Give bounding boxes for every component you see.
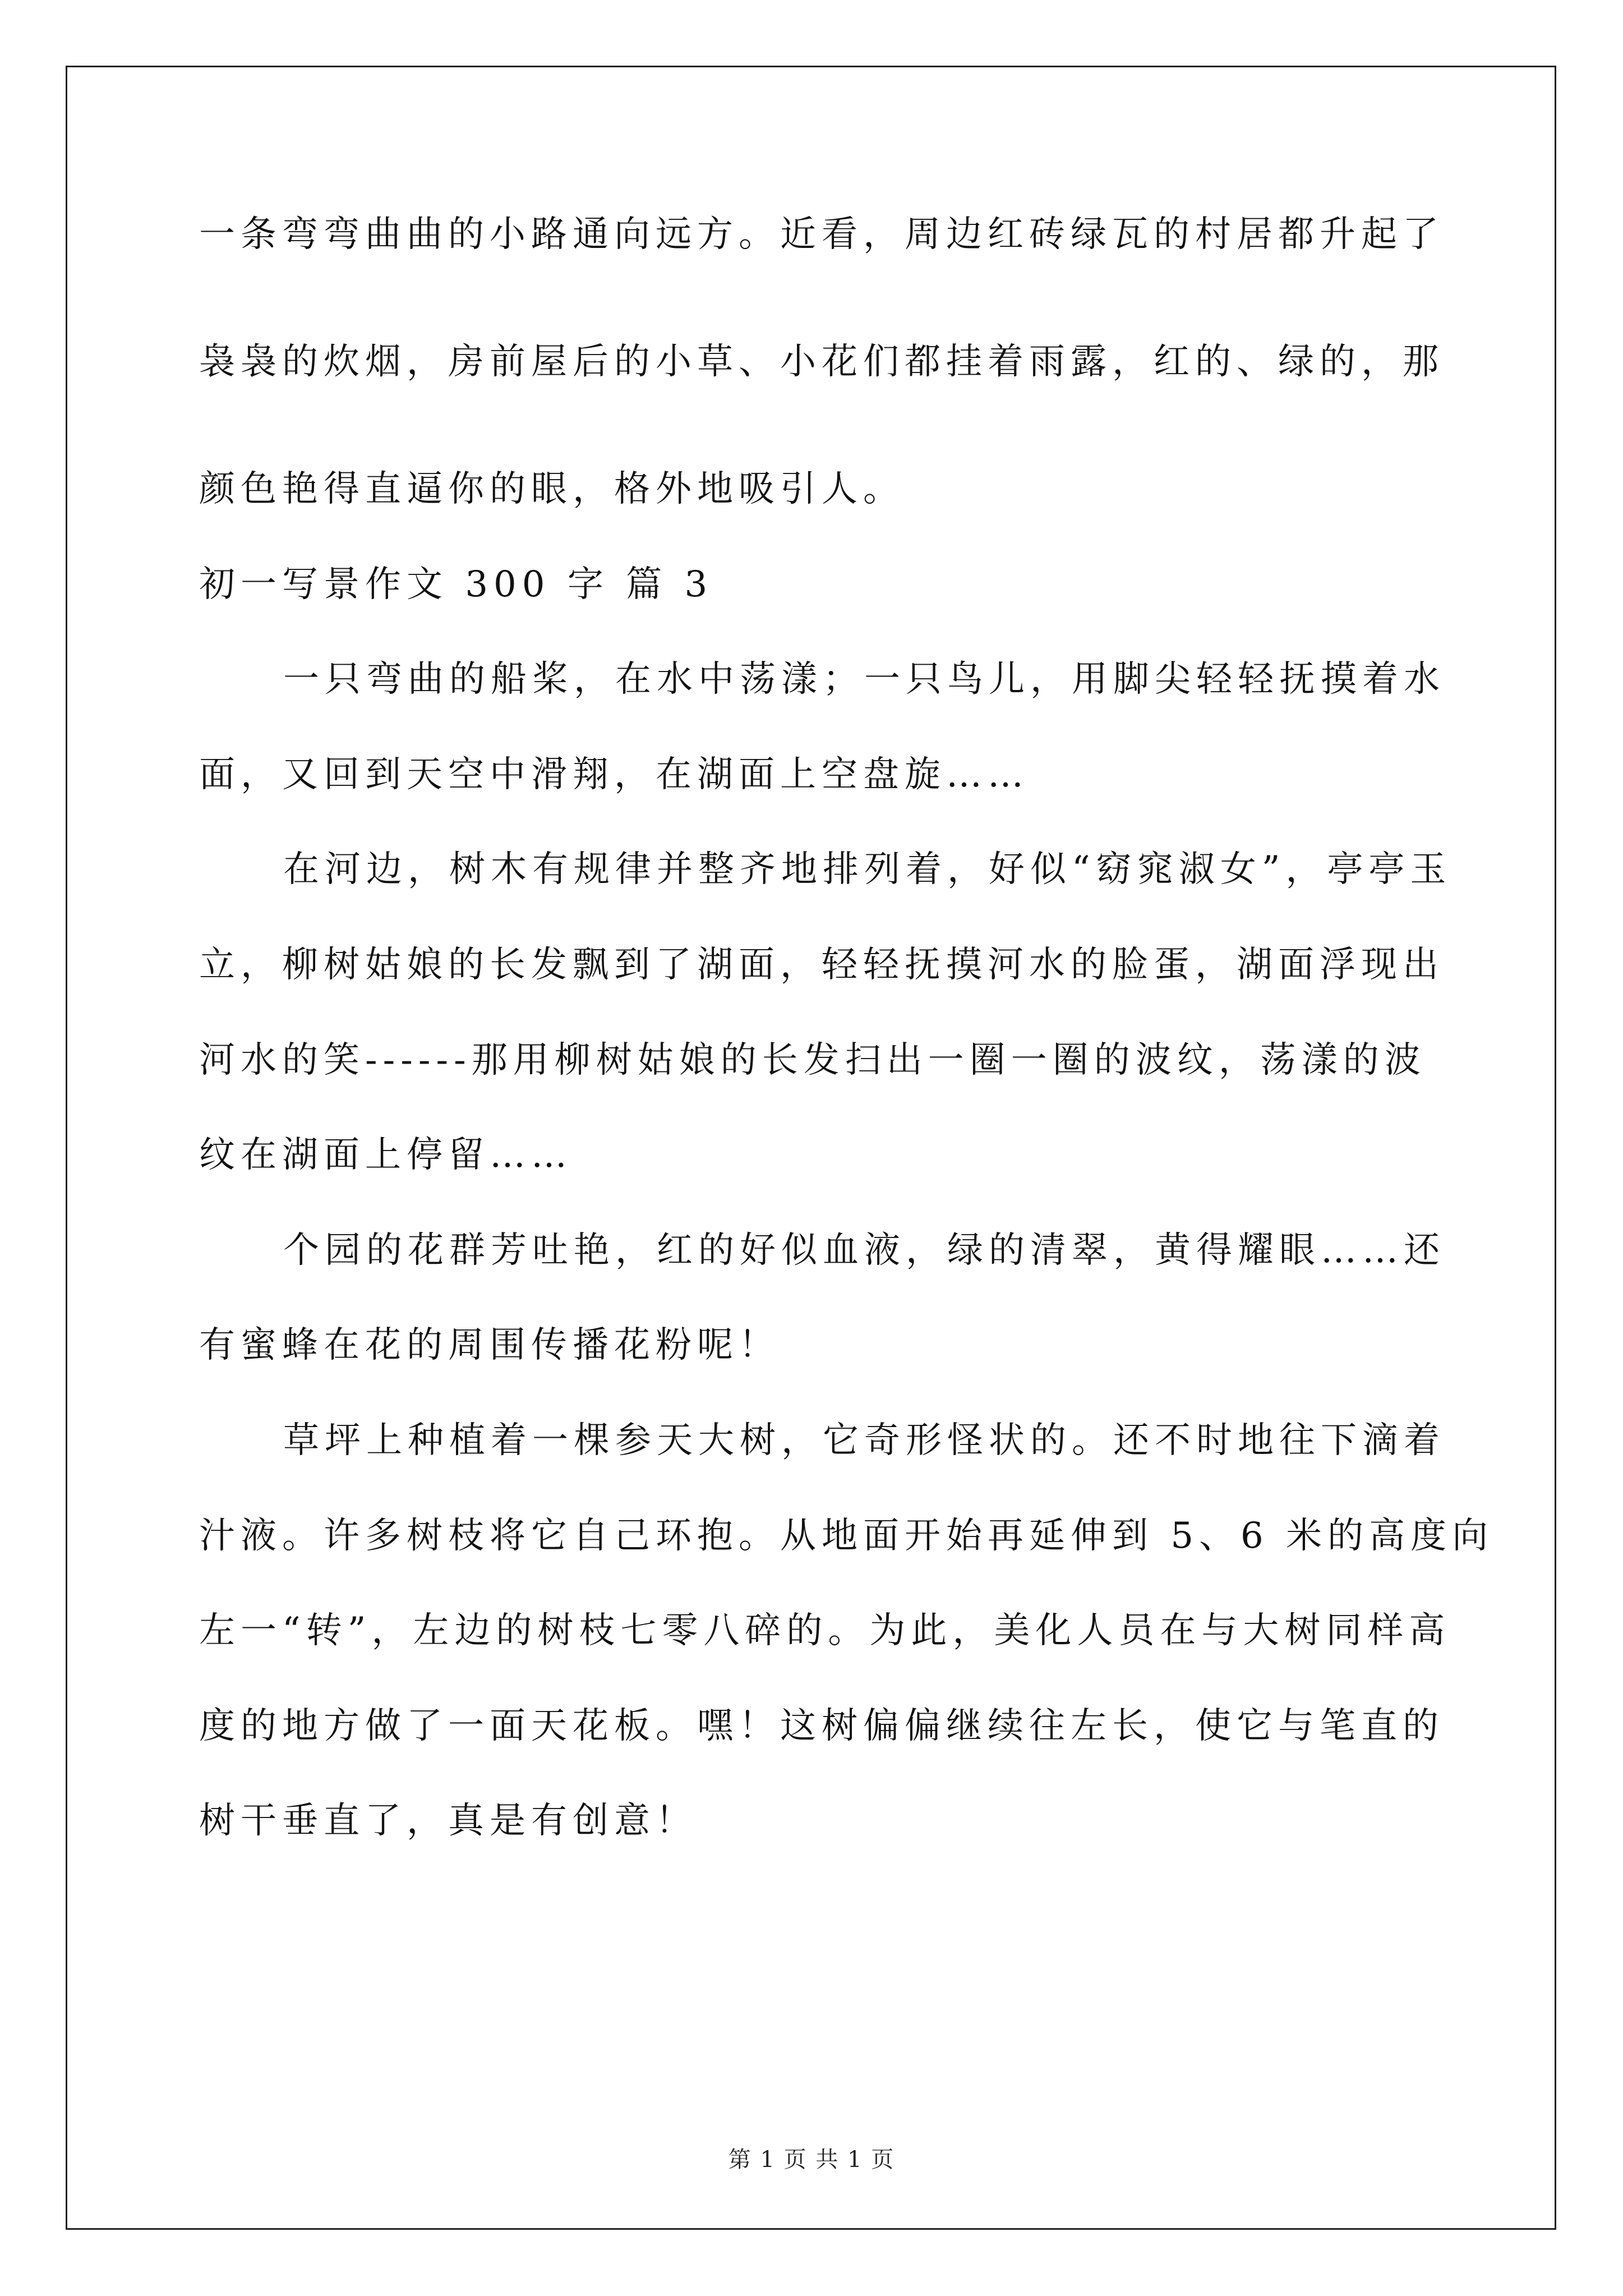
- text-line: 一只弯曲的船桨，在水中荡漾；一只鸟儿，用脚尖轻轻抚摸着水: [283, 659, 1445, 700]
- text-line: 河水的笑------那用柳树姑娘的长发扫出一圈一圈的波纹，荡漾的波: [199, 1039, 1426, 1081]
- text-line: 一条弯弯曲曲的小路通向远方。近看，周边红砖绿瓦的村居都升起了: [199, 214, 1444, 255]
- text-line: 袅袅的炊烟，房前屋后的小草、小花们都挂着雨露，红的、绿的，那: [199, 341, 1444, 383]
- text-line: 个园的花群芳吐艳，红的好似血液，绿的清翠，黄得耀眼……还: [283, 1230, 1445, 1271]
- text-line: 草坪上种植着一棵参天大树，它奇形怪状的。还不时地往下滴着: [283, 1420, 1445, 1461]
- text-line: 左一“转”，左边的树枝七零八碎的。为此，美化人员在与大树同样高: [199, 1610, 1451, 1651]
- text-line: 面，又回到天空中滑翔，在湖面上空盘旋……: [199, 754, 1029, 795]
- text-line: 汁液。许多树枝将它自己环抱。从地面开始再延伸到 5、6 米的高度向: [199, 1515, 1494, 1557]
- text-line: 颜色艳得直逼你的眼，格外地吸引人。: [199, 468, 905, 510]
- text-line: 立，柳树姑娘的长发飘到了湖面，轻轻抚摸河水的脸蛋，湖面浮现出: [199, 944, 1444, 986]
- text-line: 度的地方做了一面天花板。嘿！这树偏偏继续往左长，使它与笔直的: [199, 1705, 1444, 1747]
- text-line: 有蜜蜂在花的周围传播花粉呢！: [199, 1324, 780, 1366]
- text-line: 树干垂直了，真是有创意！: [199, 1800, 697, 1842]
- text-line: 纹在湖面上停留……: [199, 1134, 573, 1176]
- text-line: 在河边，树木有规律并整齐地排列着，好似“窈窕淑女”，亭亭玉: [283, 849, 1452, 890]
- section-heading: 初一写景作文 300 字 篇 3: [199, 564, 713, 605]
- page-number: 第 1 页 共 1 页: [728, 2147, 895, 2173]
